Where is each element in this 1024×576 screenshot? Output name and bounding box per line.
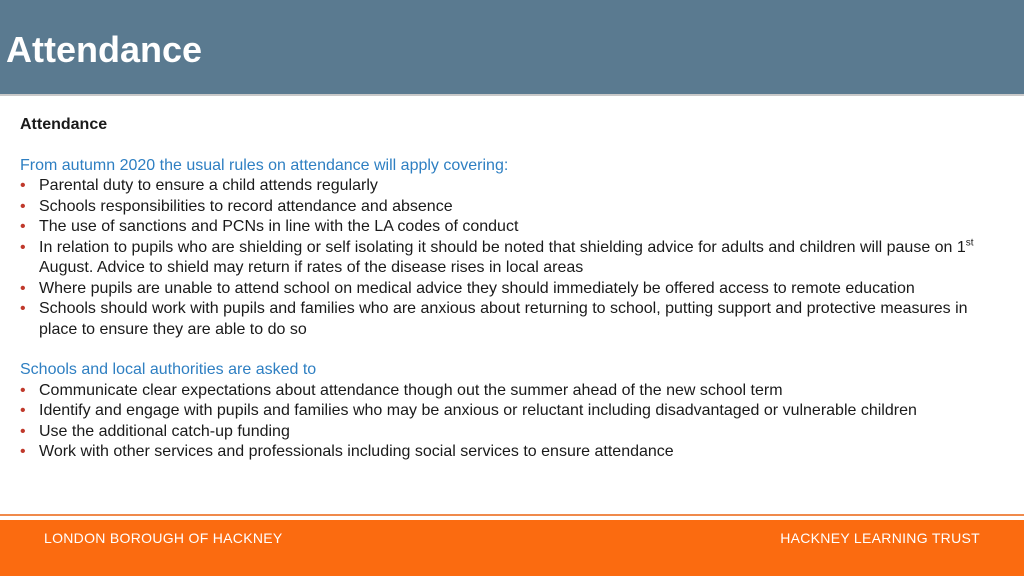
section-title: Attendance — [20, 116, 108, 133]
footer-right-text: HACKNEY LEARNING TRUST — [780, 530, 980, 546]
list-item — [20, 238, 1010, 279]
footer-bar — [0, 520, 1024, 576]
list-item — [20, 401, 1010, 422]
bullet-icon: • — [20, 381, 26, 399]
footer-divider — [0, 514, 1024, 516]
bullet-icon: • — [20, 402, 26, 419]
bullet-icon: • — [20, 238, 26, 256]
list-item-text: Schools responsibilities to record attendance and absence — [39, 197, 453, 215]
intro-text-2: Schools and local authorities are asked to — [20, 361, 317, 378]
list-item — [20, 197, 1010, 218]
bullet-icon: • — [20, 177, 26, 194]
list-item — [20, 176, 1010, 197]
spacer — [20, 340, 1010, 360]
bullet-icon: • — [20, 300, 26, 317]
bullet-icon: • — [20, 422, 26, 440]
list-item — [20, 422, 1010, 443]
list-item — [20, 217, 1010, 238]
list-item — [20, 299, 1010, 340]
footer-left-text: LONDON BOROUGH OF HACKNEY — [44, 530, 283, 546]
list-item — [20, 381, 1010, 402]
list-item — [20, 279, 1010, 300]
content-area — [20, 115, 1010, 463]
list-item-text: Schools should work with pupils and families who are anxious about returning to school, putting support and protective measures in place to ensure they are able to do so — [39, 300, 968, 338]
page-title: Attendance — [6, 29, 203, 70]
list-item — [20, 442, 1010, 463]
list-item-text: Identify and engage with pupils and families who may be anxious or reluctant including disadvantaged or vulnerable children — [39, 402, 917, 419]
bullet-icon: • — [20, 279, 26, 297]
bullet-icon: • — [20, 197, 26, 215]
header-divider — [0, 94, 1024, 96]
list-item-text: Communicate clear expectations about attendance though out the summer ahead of the new school term — [39, 381, 783, 399]
ordinal-suffix: st — [965, 237, 974, 249]
bullet-icon: • — [20, 443, 26, 460]
list-item-text: The use of sanctions and PCNs in line with the LA codes of conduct — [39, 218, 519, 235]
list-item-text: Work with other services and professionals including social services to ensure attendance — [39, 443, 674, 460]
intro-text: From autumn 2020 the usual rules on attendance will apply covering: — [20, 156, 509, 174]
bullet-icon: • — [20, 218, 26, 235]
rules-list — [20, 176, 1010, 340]
list-item-text: Use the additional catch-up funding — [39, 422, 290, 440]
requests-list — [20, 381, 1010, 463]
list-item-text: Where pupils are unable to attend school on medical advice they should immediately be offered access to remote education — [39, 279, 915, 297]
header-bar — [0, 0, 1024, 94]
list-item-text: Parental duty to ensure a child attends regularly — [39, 177, 378, 194]
shielding-text-start: In relation to pupils who are shielding or self isolating it should be noted that shielding advice for adults and children will pause on 1 — [39, 238, 966, 256]
shielding-text-end: August. Advice to shield may return if rates of the disease rises in local areas — [39, 259, 584, 276]
